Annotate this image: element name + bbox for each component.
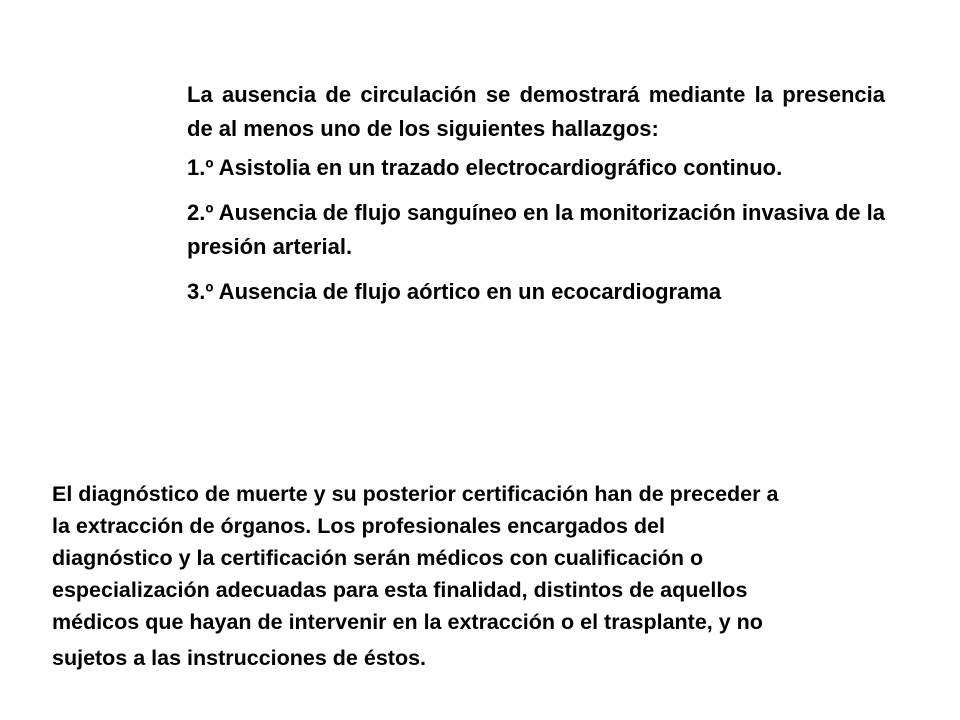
diagnosis-line-3: diagnóstico y la certificación serán médicos con cualificación o [52, 546, 704, 570]
criteria-item-1: 1.º Asistolia en un trazado electrocardiográfico continuo. [187, 155, 783, 180]
criteria-item-2: 2.º Ausencia de flujo sanguíneo en la monitorización invasiva de la presión arterial. [187, 200, 885, 259]
diagnosis-line-5: médicos que hayan de intervenir en la extracción o el trasplante, y no [52, 610, 763, 634]
diagnosis-line-4: especialización adecuadas para esta finalidad, distintos de aquellos [52, 578, 748, 602]
circulation-criteria-block [187, 78, 885, 320]
diagnosis-paragraph [52, 478, 952, 674]
criteria-item-3: 3.º Ausencia de flujo aórtico en un ecocardiograma [187, 279, 722, 304]
diagnosis-line-6: sujetos a las instrucciones de éstos. [52, 646, 427, 670]
diagnosis-line-1: El diagnóstico de muerte y su posterior certificación han de preceder a [52, 482, 779, 506]
criteria-intro: La ausencia de circulación se demostrará mediante la presencia de al menos uno de los siguientes hallazgos: [187, 82, 885, 141]
diagnosis-line-2: la extracción de órganos. Los profesionales encargados del [52, 514, 665, 538]
